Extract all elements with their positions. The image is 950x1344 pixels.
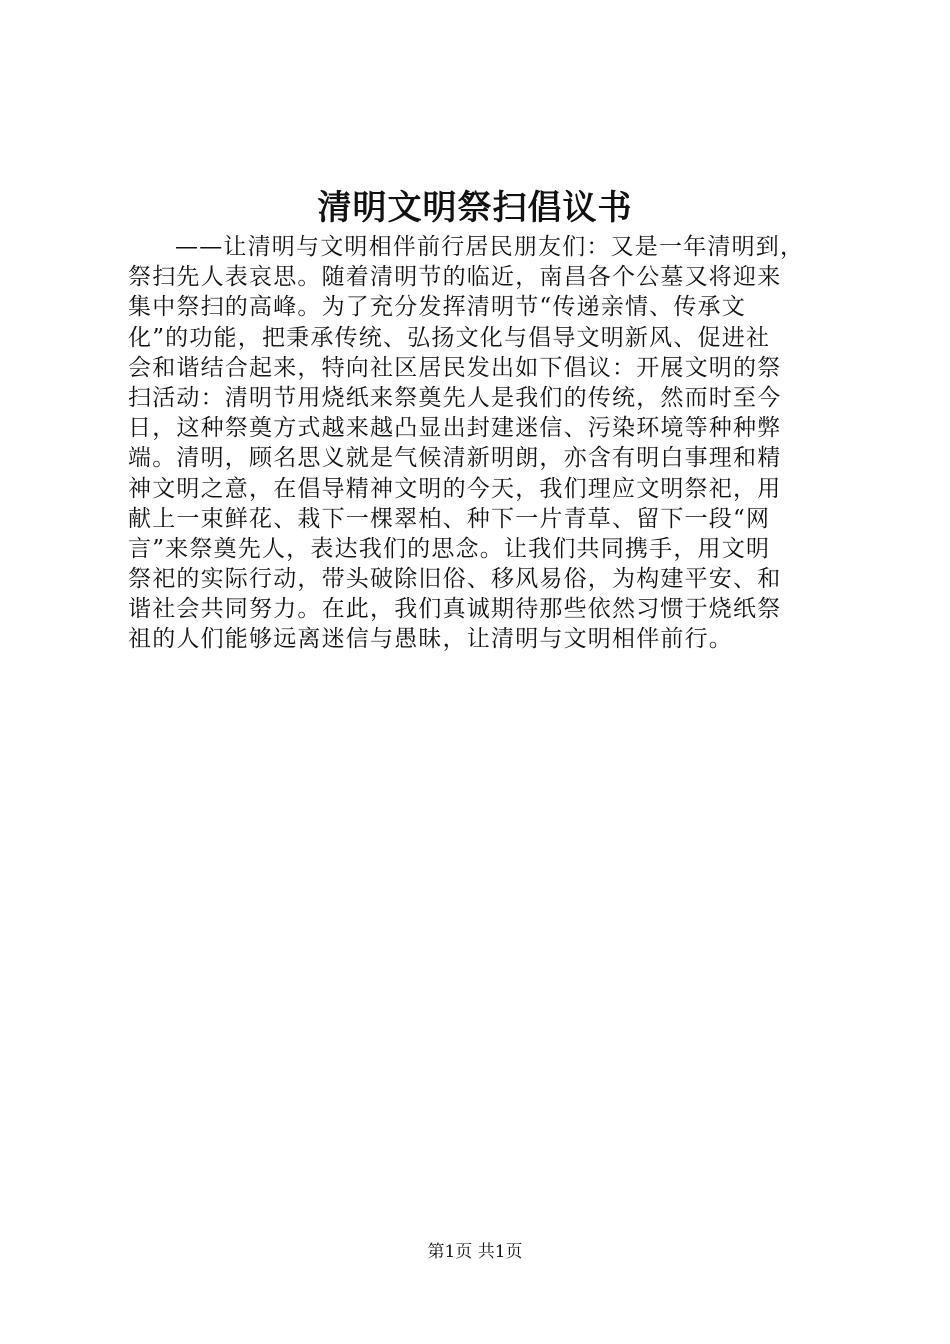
body-line: 祭祀的实际行动，带头破除旧俗、移风易俗，为构建平安、和	[128, 566, 782, 593]
body-line: 祖的人们能够远离迷信与愚昧，让清明与文明相伴前行。	[128, 626, 733, 653]
body-line: 会和谐结合起来，特向社区居民发出如下倡议：开展文明的祭	[128, 354, 782, 381]
body-line: ——让清明与文明相伴前行居民朋友们：又是一年清明到，	[175, 234, 805, 260]
body-line: 集中祭扫的高峰。为了充分发挥清明节“传递亲情、传承文	[128, 294, 746, 321]
body-line: 神文明之意，在倡导精神文明的今天，我们理应文明祭祀，用	[128, 475, 782, 502]
body-line: 端。清明，顾名思义就是气候清新明朗，亦含有明白事理和精	[128, 445, 782, 472]
document-body	[128, 232, 848, 655]
document-title: 清明文明祭扫倡议书	[317, 188, 633, 228]
body-line: 祭扫先人表哀思。随着清明节的临近，南昌各个公墓又将迎来	[128, 264, 782, 291]
body-line: 扫活动：清明节用烧纸来祭奠先人是我们的传统，然而时至今	[128, 384, 782, 411]
body-line: 献上一束鲜花、栽下一棵翠柏、种下一片青草、留下一段“网	[128, 505, 771, 532]
body-line: 言”来祭奠先人，表达我们的思念。让我们共同携手，用文明	[128, 535, 771, 562]
body-line: 谐社会共同努力。在此，我们真诚期待那些依然习惯于烧纸祭	[128, 596, 782, 623]
page-footer: 第1页 共1页	[427, 1242, 523, 1262]
body-line: 日，这种祭奠方式越来越凸显出封建迷信、污染环境等种种弊	[128, 415, 782, 442]
body-line: 化”的功能，把秉承传统、弘扬文化与倡导文明新风、促进社	[128, 324, 771, 351]
